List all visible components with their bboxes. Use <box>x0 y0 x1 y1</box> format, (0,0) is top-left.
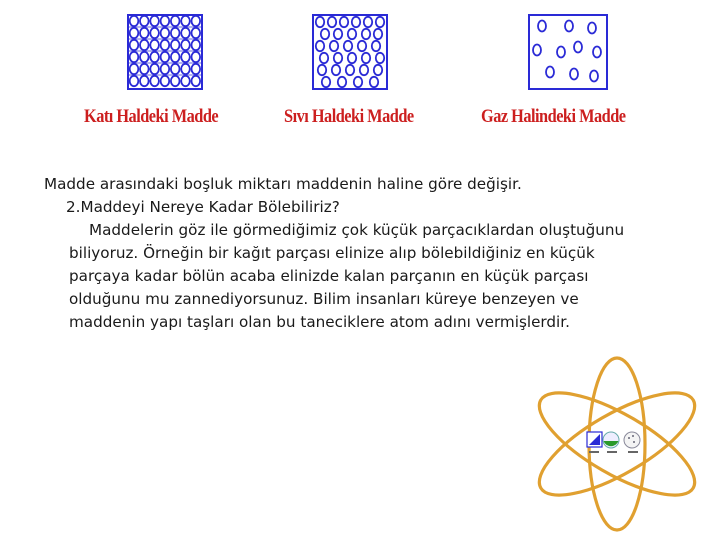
intro-line: Madde arasındaki boşluk miktarı maddenin haline göre değişir. <box>44 175 522 193</box>
paragraph-line: Maddelerin göz ile görmediğimiz çok küçük parçacıklardan oluştuğunu <box>89 221 625 239</box>
paragraph-line: maddenin yapı taşları olan bu taneciklere atom adını vermişlerdir. <box>69 313 570 331</box>
section-heading: 2.Maddeyi Nereye Kadar Bölebiliriz? <box>66 198 340 216</box>
solid-state-label: Katı Haldeki Madde <box>84 106 219 127</box>
gas-state-diagram <box>528 14 608 90</box>
body-text <box>44 173 624 334</box>
atom-orbit-icon <box>520 356 720 540</box>
paragraph-line: olduğunu mu zannediyorsunuz. Bilim insanları küreye benzeyen ve <box>69 290 579 308</box>
liquid-state-label: Sıvı Haldeki Madde <box>284 106 414 127</box>
gas-state-label: Gaz Halindeki Madde <box>481 106 626 127</box>
solid-state-diagram <box>127 14 203 90</box>
mini-state-icons <box>587 432 640 453</box>
paragraph-line: parçaya kadar bölün acaba elinizde kalan parçanın en küçük parçası <box>69 267 589 285</box>
liquid-state-diagram <box>312 14 388 90</box>
paragraph-line: biliyoruz. Örneğin bir kağıt parçası elinize alıp bölebildiğiniz en küçük <box>69 244 595 262</box>
